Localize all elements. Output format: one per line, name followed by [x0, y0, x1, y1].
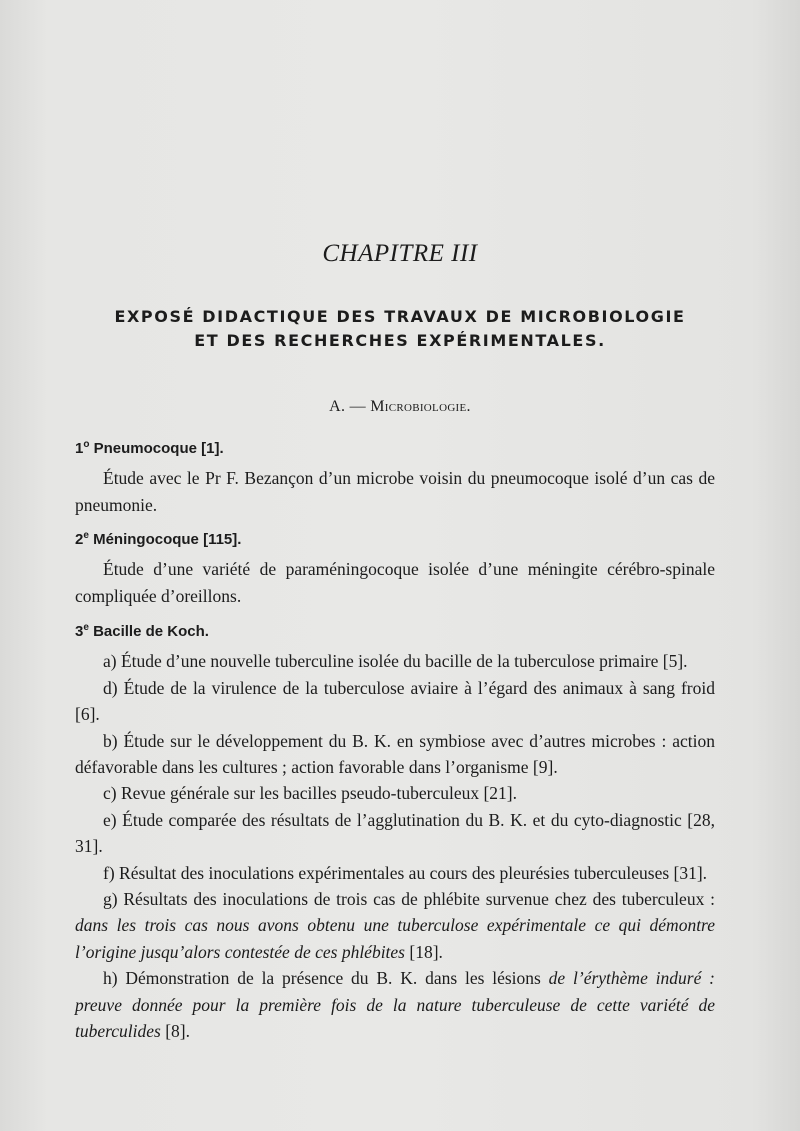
koch-entry-e: e) Étude comparée des résultats de l’agglutination du B. K. et du cyto-diagnostic [28, 31]. — [75, 809, 715, 857]
item-text: Étude d’une variété de paraméningocoque isolée d’une méningite cérébro-spinale compliquée d’oreillons. — [75, 559, 715, 606]
section-prefix: A. — — [329, 398, 371, 415]
koch-entry-d: d) Étude de la virulence de la tuberculose aviaire à l’égard des animaux à sang froid [6]. — [75, 677, 715, 725]
chapter-title-line-1: EXPOSÉ DIDACTIQUE DES TRAVAUX DE MICROBIOLOGIE — [114, 307, 686, 326]
koch-entry-h: h) Démonstration de la présence du B. K. dans les lésions de l’érythème induré : preuve donnée pour la première fois de la nature tuberculeuse de cette variété de tuberculides [8]. — [75, 968, 715, 1042]
koch-entry-g: g) Résultats des inoculations de trois cas de phlébite survenue chez des tuberculeux : dans les trois cas nous avons obtenu une tuberculose expérimentale ce qui démontre l’origine jusqu’alors contestée de ces phlébites [18]. — [75, 889, 715, 962]
section-heading — [0, 398, 800, 416]
item-bacille-de-koch — [75, 619, 715, 1045]
koch-entry-f: f) Résultat des inoculations expérimentales au cours des pleurésies tuberculeuses [31]. — [103, 862, 708, 883]
item-heading: 3e Bacille de Koch. — [75, 622, 209, 640]
chapter-title-line-2: ET DES RECHERCHES EXPÉRIMENTALES. — [194, 331, 606, 350]
koch-entry-b: b) Étude sur le développement du B. K. en symbiose avec d’autres microbes : action défavorable dans les cultures ; action favorable dans l’organisme [9]. — [75, 730, 715, 778]
item-heading: 2e Méningocoque [115]. — [75, 530, 242, 548]
koch-entry-c: c) Revue générale sur les bacilles pseudo-tuberculeux [21]. — [103, 783, 518, 804]
koch-entry-a: a) Étude d’une nouvelle tuberculine isolée du bacille de la tuberculose primaire [5]. — [103, 651, 688, 672]
item-meningocoque — [75, 527, 715, 609]
chapter-heading: CHAPITRE III — [322, 240, 478, 267]
item-pneumocoque — [75, 436, 715, 518]
chapter-title — [60, 305, 740, 353]
item-heading: 1$^o$ Pneumocoque [1]. — [75, 439, 224, 457]
koch-list — [75, 648, 715, 1044]
item-text: Étude avec le Pr F. Bezançon d’un microbe voisin du pneumocoque isolé d’un cas de pneumonie. — [75, 468, 715, 515]
section-name: Microbiologie. — [370, 398, 471, 415]
